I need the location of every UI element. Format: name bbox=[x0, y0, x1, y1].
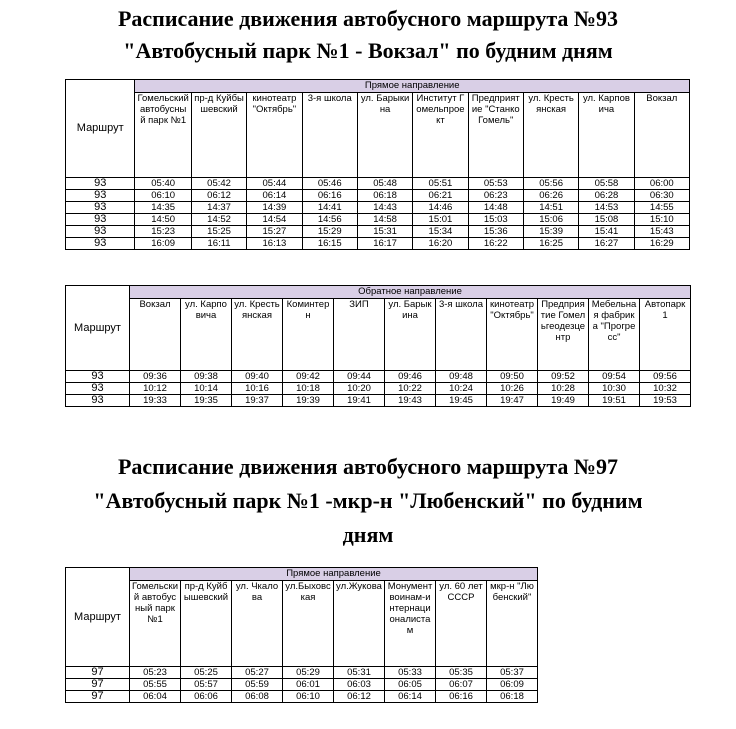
departure-time: 16:22 bbox=[468, 238, 523, 250]
direction-row bbox=[66, 286, 691, 299]
departure-time: 15:03 bbox=[468, 214, 523, 226]
departure-time: 19:39 bbox=[283, 395, 334, 407]
stop-header: Предприятие "Станко Гомель" bbox=[468, 93, 523, 178]
departure-time: 14:52 bbox=[191, 214, 246, 226]
route97-title-line2: "Автобусный парк №1 -мкр-н "Любенский" по будним bbox=[93, 488, 643, 513]
stop-header: ул.Жукова bbox=[334, 581, 385, 667]
departure-time: 14:37 bbox=[191, 202, 246, 214]
departure-time: 14:35 bbox=[135, 202, 191, 214]
stop-header: Гомельский автобусный парк №1 bbox=[130, 581, 181, 667]
departure-time: 06:06 bbox=[181, 691, 232, 703]
departure-time: 10:18 bbox=[283, 383, 334, 395]
schedule-row bbox=[66, 214, 690, 226]
stop-header: Вокзал bbox=[634, 93, 689, 178]
departure-time: 16:27 bbox=[579, 238, 634, 250]
schedule-row bbox=[66, 371, 691, 383]
departure-time: 16:15 bbox=[302, 238, 357, 250]
departure-time: 05:58 bbox=[579, 178, 634, 190]
departure-time: 14:51 bbox=[523, 202, 578, 214]
departure-time: 16:17 bbox=[357, 238, 412, 250]
departure-time: 10:24 bbox=[436, 383, 487, 395]
departure-time: 19:35 bbox=[181, 395, 232, 407]
departure-time: 05:23 bbox=[130, 667, 181, 679]
schedule-row bbox=[66, 383, 691, 395]
departure-time: 06:23 bbox=[468, 190, 523, 202]
departure-time: 16:13 bbox=[247, 238, 302, 250]
departure-time: 05:46 bbox=[302, 178, 357, 190]
departure-time: 06:16 bbox=[302, 190, 357, 202]
stop-header: 3-я школа bbox=[302, 93, 357, 178]
departure-time: 14:41 bbox=[302, 202, 357, 214]
route97-title-line1: Расписание движения автобусного маршрута №97 bbox=[117, 454, 619, 479]
departure-time: 19:49 bbox=[538, 395, 589, 407]
departure-time: 06:21 bbox=[413, 190, 468, 202]
schedule-row bbox=[66, 226, 690, 238]
departure-time: 05:59 bbox=[232, 679, 283, 691]
stop-header: Гомельский автобусный парк №1 bbox=[135, 93, 191, 178]
departure-time: 05:56 bbox=[523, 178, 578, 190]
departure-time: 06:16 bbox=[436, 691, 487, 703]
route-number: 93 bbox=[66, 178, 135, 190]
departure-time: 16:20 bbox=[413, 238, 468, 250]
departure-time: 05:44 bbox=[247, 178, 302, 190]
departure-time: 06:30 bbox=[634, 190, 689, 202]
departure-time: 06:04 bbox=[130, 691, 181, 703]
departure-time: 10:30 bbox=[589, 383, 640, 395]
stop-header: ул.Быховская bbox=[283, 581, 334, 667]
departure-time: 05:51 bbox=[413, 178, 468, 190]
schedule-row bbox=[66, 679, 538, 691]
departure-time: 19:37 bbox=[232, 395, 283, 407]
departure-time: 14:46 bbox=[413, 202, 468, 214]
departure-time: 10:26 bbox=[487, 383, 538, 395]
departure-time: 05:25 bbox=[181, 667, 232, 679]
departure-time: 14:39 bbox=[247, 202, 302, 214]
departure-time: 05:55 bbox=[130, 679, 181, 691]
departure-time: 06:26 bbox=[523, 190, 578, 202]
route97-title-line3: дням bbox=[342, 522, 394, 547]
direction-label: Прямое направление bbox=[135, 80, 690, 93]
departure-time: 14:58 bbox=[357, 214, 412, 226]
departure-time: 06:18 bbox=[357, 190, 412, 202]
schedule-row bbox=[66, 238, 690, 250]
stop-header: мкр-н "Любенский" bbox=[487, 581, 538, 667]
departure-time: 19:47 bbox=[487, 395, 538, 407]
route97-forward-table bbox=[65, 567, 538, 703]
departure-time: 09:56 bbox=[640, 371, 691, 383]
departure-time: 15:06 bbox=[523, 214, 578, 226]
departure-time: 15:43 bbox=[634, 226, 689, 238]
departure-time: 05:40 bbox=[135, 178, 191, 190]
departure-time: 09:38 bbox=[181, 371, 232, 383]
stop-header: ул. Карповича bbox=[181, 299, 232, 371]
departure-time: 10:14 bbox=[181, 383, 232, 395]
departure-time: 05:53 bbox=[468, 178, 523, 190]
departure-time: 05:35 bbox=[436, 667, 487, 679]
stop-header: Институт Гомельпроект bbox=[413, 93, 468, 178]
departure-time: 19:53 bbox=[640, 395, 691, 407]
direction-row bbox=[66, 568, 538, 581]
departure-time: 15:10 bbox=[634, 214, 689, 226]
stop-header: пр-д Куйбышевский bbox=[191, 93, 246, 178]
departure-time: 06:00 bbox=[634, 178, 689, 190]
departure-time: 09:54 bbox=[589, 371, 640, 383]
stop-header: Мебельная фабрика "Прогресс" bbox=[589, 299, 640, 371]
route-number: 93 bbox=[66, 202, 135, 214]
stops-header-row bbox=[66, 299, 691, 371]
stop-header: ЗИП bbox=[334, 299, 385, 371]
schedule-row bbox=[66, 691, 538, 703]
departure-time: 14:50 bbox=[135, 214, 191, 226]
route-number: 93 bbox=[66, 383, 130, 395]
departure-time: 15:34 bbox=[413, 226, 468, 238]
departure-time: 06:08 bbox=[232, 691, 283, 703]
departure-time: 19:51 bbox=[589, 395, 640, 407]
route-number: 93 bbox=[66, 214, 135, 226]
route-column-header: Маршрут bbox=[66, 568, 130, 667]
departure-time: 15:41 bbox=[579, 226, 634, 238]
departure-time: 19:41 bbox=[334, 395, 385, 407]
direction-row bbox=[66, 80, 690, 93]
route-number: 97 bbox=[66, 679, 130, 691]
stop-header: Предприятие Гомельгеодезцентр bbox=[538, 299, 589, 371]
departure-time: 05:27 bbox=[232, 667, 283, 679]
departure-time: 15:25 bbox=[191, 226, 246, 238]
departure-time: 09:40 bbox=[232, 371, 283, 383]
departure-time: 06:09 bbox=[487, 679, 538, 691]
departure-time: 19:33 bbox=[130, 395, 181, 407]
departure-time: 10:20 bbox=[334, 383, 385, 395]
departure-time: 10:28 bbox=[538, 383, 589, 395]
departure-time: 05:33 bbox=[385, 667, 436, 679]
departure-time: 06:01 bbox=[283, 679, 334, 691]
route-number: 97 bbox=[66, 691, 130, 703]
departure-time: 19:43 bbox=[385, 395, 436, 407]
departure-time: 16:29 bbox=[634, 238, 689, 250]
departure-time: 06:18 bbox=[487, 691, 538, 703]
departure-time: 10:22 bbox=[385, 383, 436, 395]
stop-header: ул. Барыкина bbox=[385, 299, 436, 371]
departure-time: 10:16 bbox=[232, 383, 283, 395]
departure-time: 15:31 bbox=[357, 226, 412, 238]
route-number: 93 bbox=[66, 226, 135, 238]
stops-header-row bbox=[66, 93, 690, 178]
stop-header: Монумент воинам-интернационалистам bbox=[385, 581, 436, 667]
stop-header: Коминтерн bbox=[283, 299, 334, 371]
departure-time: 06:07 bbox=[436, 679, 487, 691]
departure-time: 10:32 bbox=[640, 383, 691, 395]
departure-time: 14:48 bbox=[468, 202, 523, 214]
departure-time: 06:05 bbox=[385, 679, 436, 691]
departure-time: 05:48 bbox=[357, 178, 412, 190]
departure-time: 14:55 bbox=[634, 202, 689, 214]
route93-backward-table bbox=[65, 285, 691, 407]
route-column-header: Маршрут bbox=[66, 80, 135, 178]
departure-time: 10:12 bbox=[130, 383, 181, 395]
departure-time: 06:28 bbox=[579, 190, 634, 202]
departure-time: 16:09 bbox=[135, 238, 191, 250]
departure-time: 06:12 bbox=[191, 190, 246, 202]
departure-time: 15:36 bbox=[468, 226, 523, 238]
stop-header: Автопарк 1 bbox=[640, 299, 691, 371]
route-number: 93 bbox=[66, 395, 130, 407]
route-column-header: Маршрут bbox=[66, 286, 130, 371]
stops-header-row bbox=[66, 581, 538, 667]
departure-time: 15:27 bbox=[247, 226, 302, 238]
departure-time: 06:10 bbox=[135, 190, 191, 202]
departure-time: 16:11 bbox=[191, 238, 246, 250]
direction-label: Обратное направление bbox=[130, 286, 691, 299]
departure-time: 14:56 bbox=[302, 214, 357, 226]
departure-time: 19:45 bbox=[436, 395, 487, 407]
schedule-row bbox=[66, 202, 690, 214]
route-number: 93 bbox=[66, 238, 135, 250]
departure-time: 09:50 bbox=[487, 371, 538, 383]
departure-time: 06:03 bbox=[334, 679, 385, 691]
stop-header: ул. Крестьянская bbox=[523, 93, 578, 178]
departure-time: 06:14 bbox=[385, 691, 436, 703]
direction-label: Прямое направление bbox=[130, 568, 538, 581]
departure-time: 09:44 bbox=[334, 371, 385, 383]
stop-header: кинотеатр "Октябрь" bbox=[487, 299, 538, 371]
stop-header: кинотеатр "Октябрь" bbox=[247, 93, 302, 178]
departure-time: 05:31 bbox=[334, 667, 385, 679]
departure-time: 09:48 bbox=[436, 371, 487, 383]
stop-header: Вокзал bbox=[130, 299, 181, 371]
route93-title-line1: Расписание движения автобусного маршрута №93 bbox=[117, 6, 619, 31]
stop-header: ул. 60 лет СССР bbox=[436, 581, 487, 667]
departure-time: 15:23 bbox=[135, 226, 191, 238]
stop-header: пр-д Куйбышевский bbox=[181, 581, 232, 667]
stop-header: ул. Карповича bbox=[579, 93, 634, 178]
departure-time: 09:42 bbox=[283, 371, 334, 383]
departure-time: 15:29 bbox=[302, 226, 357, 238]
route-number: 97 bbox=[66, 667, 130, 679]
stop-header: ул. Барыкина bbox=[357, 93, 412, 178]
departure-time: 05:29 bbox=[283, 667, 334, 679]
departure-time: 09:36 bbox=[130, 371, 181, 383]
stop-header: 3-я школа bbox=[436, 299, 487, 371]
route-number: 93 bbox=[66, 190, 135, 202]
departure-time: 05:57 bbox=[181, 679, 232, 691]
departure-time: 09:46 bbox=[385, 371, 436, 383]
departure-time: 14:43 bbox=[357, 202, 412, 214]
schedule-row bbox=[66, 178, 690, 190]
stop-header: ул. Крестьянская bbox=[232, 299, 283, 371]
departure-time: 15:08 bbox=[579, 214, 634, 226]
schedule-row bbox=[66, 667, 538, 679]
route-number: 93 bbox=[66, 371, 130, 383]
route93-forward-table bbox=[65, 79, 690, 250]
departure-time: 15:39 bbox=[523, 226, 578, 238]
departure-time: 06:12 bbox=[334, 691, 385, 703]
stop-header: ул. Чкалова bbox=[232, 581, 283, 667]
departure-time: 06:14 bbox=[247, 190, 302, 202]
departure-time: 05:42 bbox=[191, 178, 246, 190]
departure-time: 14:53 bbox=[579, 202, 634, 214]
departure-time: 09:52 bbox=[538, 371, 589, 383]
departure-time: 06:10 bbox=[283, 691, 334, 703]
schedule-row bbox=[66, 395, 691, 407]
departure-time: 15:01 bbox=[413, 214, 468, 226]
departure-time: 14:54 bbox=[247, 214, 302, 226]
route93-title-line2: "Автобусный парк №1 - Вокзал" по будним дням bbox=[123, 38, 613, 63]
departure-time: 05:37 bbox=[487, 667, 538, 679]
departure-time: 16:25 bbox=[523, 238, 578, 250]
schedule-row bbox=[66, 190, 690, 202]
